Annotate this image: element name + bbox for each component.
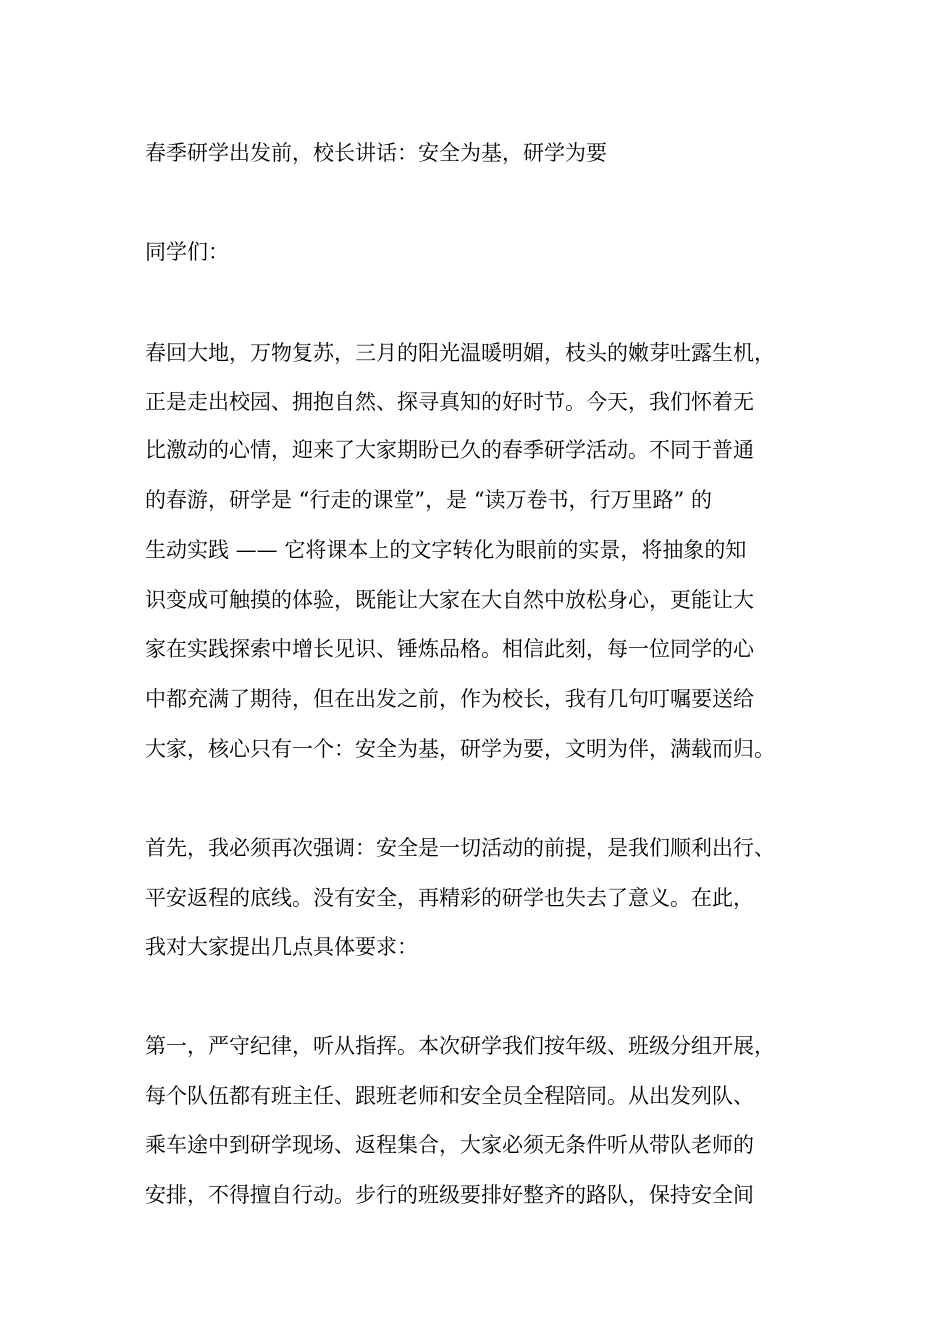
paragraph-line: 安排，不得擅自行动。步行的班级要排好整齐的路队，保持安全间 — [145, 1183, 754, 1207]
paragraph-line: 识变成可触摸的体验，既能让大家在大自然中放松身心，更能让大 — [145, 588, 754, 612]
paragraph-line: 大家，核心只有一个：安全为基，研学为要，文明为伴，满载而归。 — [145, 737, 775, 761]
paragraph-line: 平安返程的底线。没有安全，再精彩的研学也失去了意义。在此， — [145, 886, 754, 910]
paragraph-line: 的春游，研学是 “行走的课堂”，是 “读万卷书，行万里路” 的 — [145, 488, 712, 512]
paragraph-line: 比激动的心情，迎来了大家期盼已久的春季研学活动。不同于普通 — [145, 438, 754, 462]
document-title: 春季研学出发前，校长讲话：安全为基，研学为要 — [145, 141, 607, 165]
paragraph-line: 正是走出校园、拥抱自然、探寻真知的好时节。今天，我们怀着无 — [145, 390, 754, 414]
paragraph-line: 中都充满了期待，但在出发之前，作为校长，我有几句叮嘱要送给 — [145, 687, 754, 711]
paragraph-line: 首先，我必须再次强调：安全是一切活动的前提，是我们顺利出行、 — [145, 836, 775, 860]
paragraph-line: 我对大家提出几点具体要求： — [145, 935, 418, 959]
salutation: 同学们： — [145, 240, 229, 264]
paragraph-line: 乘车途中到研学现场、返程集合，大家必须无条件听从带队老师的 — [145, 1133, 754, 1157]
paragraph-line: 生动实践 —— 它将课本上的文字转化为眼前的实景，将抽象的知 — [145, 538, 747, 562]
paragraph-line: 每个队伍都有班主任、跟班老师和安全员全程陪同。从出发列队、 — [145, 1084, 754, 1108]
paragraph-line: 家在实践探索中增长见识、锤炼品格。相信此刻，每一位同学的心 — [145, 637, 754, 661]
paragraph-line: 第一，严守纪律，听从指挥。本次研学我们按年级、班级分组开展， — [145, 1034, 775, 1058]
paragraph-line: 春回大地，万物复苏，三月的阳光温暖明媚，枝头的嫩芽吐露生机， — [145, 341, 775, 365]
